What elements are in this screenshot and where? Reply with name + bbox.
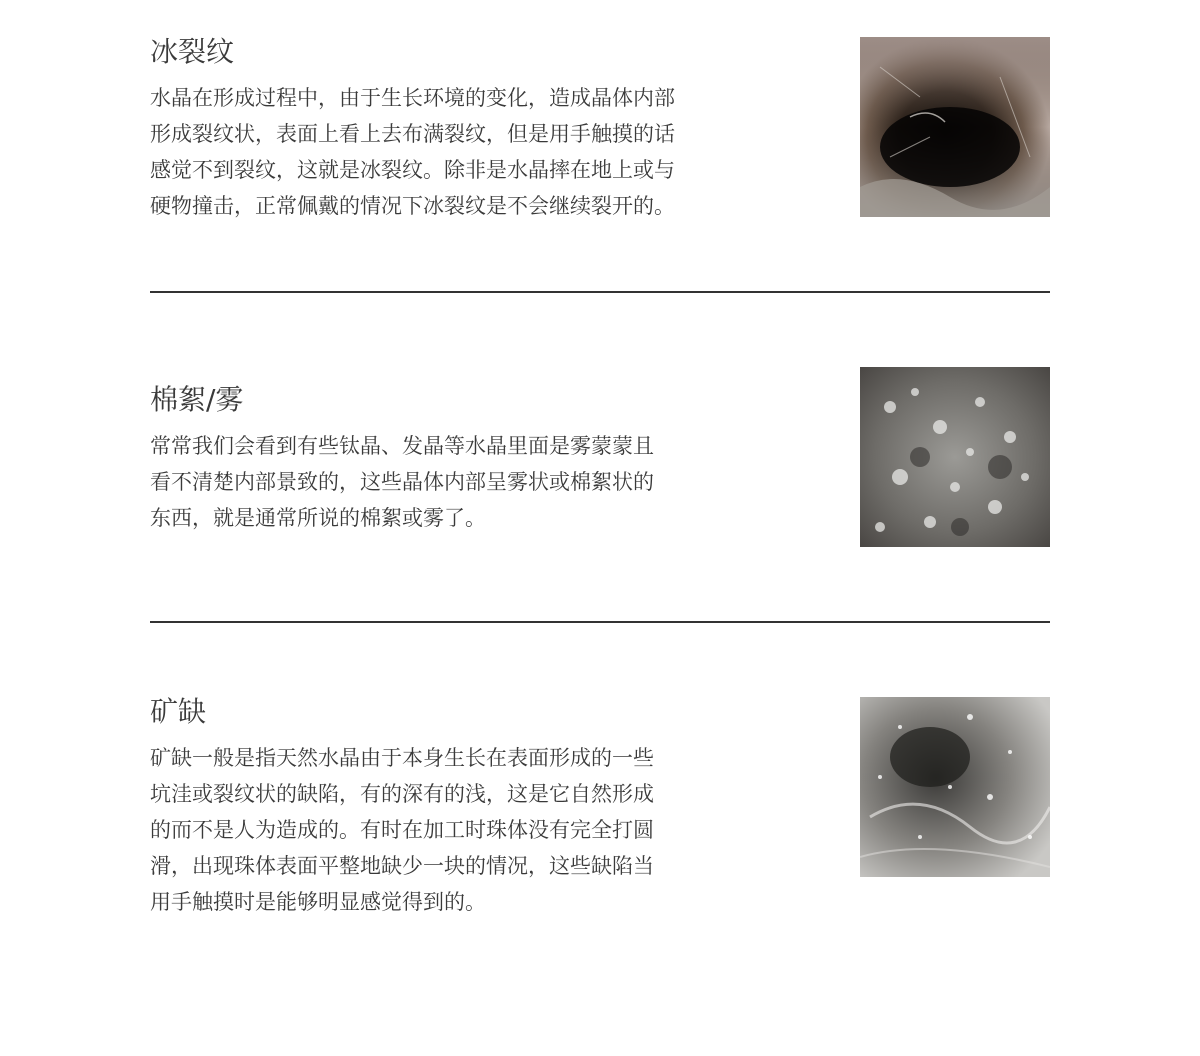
section-mineral-defect — [150, 694, 1050, 924]
description-line: 用手触摸时是能够明显感觉得到的。 — [150, 890, 486, 914]
description-line: 硬物撞击，正常佩戴的情况下冰裂纹是不会继续裂开的。 — [150, 194, 675, 218]
section-divider — [150, 291, 1050, 293]
section-description — [150, 428, 654, 536]
description-line: 常常我们会看到有些钛晶、发晶等水晶里面是雾蒙蒙且 — [150, 434, 654, 458]
description-line: 水晶在形成过程中，由于生长环境的变化，造成晶体内部 — [150, 86, 675, 110]
section-title: 棉絮/雾 — [150, 383, 244, 416]
description-line: 形成裂纹状，表面上看上去布满裂纹，但是用手触摸的话 — [150, 122, 675, 146]
section-divider — [150, 621, 1050, 623]
description-line: 感觉不到裂纹，这就是冰裂纹。除非是水晶摔在地上或与 — [150, 158, 675, 182]
description-line: 滑，出现珠体表面平整地缺少一块的情况，这些缺陷当 — [150, 854, 654, 878]
section-description — [150, 740, 654, 920]
section-title: 矿缺 — [150, 695, 207, 728]
section-cotton-fog — [150, 382, 1050, 562]
section-description — [150, 80, 675, 224]
cotton-fog-photo — [860, 367, 1050, 547]
description-line: 看不清楚内部景致的，这些晶体内部呈雾状或棉絮状的 — [150, 470, 654, 494]
description-line: 的而不是人为造成的。有时在加工时珠体没有完全打圆 — [150, 818, 654, 842]
description-line: 东西，就是通常所说的棉絮或雾了。 — [150, 506, 486, 530]
ice-crack-photo — [860, 37, 1050, 217]
section-ice-crack — [150, 34, 1050, 234]
section-title: 冰裂纹 — [150, 35, 235, 68]
description-line: 坑洼或裂纹状的缺陷，有的深有的浅，这是它自然形成 — [150, 782, 654, 806]
description-line: 矿缺一般是指天然水晶由于本身生长在表面形成的一些 — [150, 746, 654, 770]
mineral-defect-photo — [860, 697, 1050, 877]
